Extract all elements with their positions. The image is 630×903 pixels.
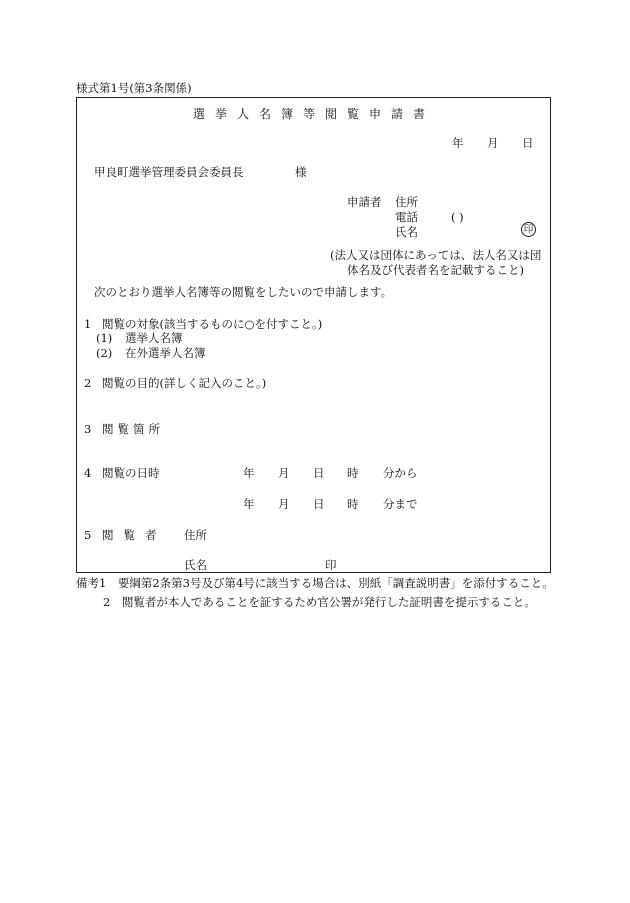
section-5-number: 5 — [84, 528, 92, 542]
addressee-name: 甲良町選挙管理委員会委員長 — [94, 165, 244, 179]
viewer-name-label: 氏名 — [184, 558, 207, 572]
section-4-number: 4 — [84, 466, 92, 480]
date-month-label: 月 — [487, 136, 499, 150]
option-1-number: (1) — [96, 331, 113, 345]
applicant-note-line1: (法人又は団体にあっては、法人名又は団 — [330, 248, 542, 262]
addressee-honorific: 様 — [295, 165, 307, 179]
applicant-phone-label: 電話 — [395, 210, 418, 224]
to-hour-label: 時 — [347, 497, 359, 511]
remark-1: 備考1 要綱第2条第3号及び第4号に該当する場合は、別紙「調査説明書」を添付すること。 — [76, 576, 554, 590]
section-2-label: 閲覧の目的(詳しく記入のこと。) — [102, 376, 267, 390]
intro-text: 次のとおり選挙人名簿等の閲覧をしたいので申請します。 — [94, 285, 393, 299]
to-year-label: 年 — [243, 497, 255, 511]
section-5-label: 閲覧者 — [102, 528, 167, 542]
option-1-label: 選挙人名簿 — [125, 331, 183, 345]
from-minute-label: 分から — [383, 466, 418, 480]
date-day-label: 日 — [522, 136, 534, 150]
applicant-note-line2: 体名及び代表者名を記載すること) — [347, 263, 524, 277]
from-month-label: 月 — [278, 466, 290, 480]
viewer-seal-label: 印 — [325, 558, 337, 572]
to-month-label: 月 — [278, 497, 290, 511]
option-2-label: 在外選挙人名簿 — [125, 346, 206, 360]
applicant-seal: 印 — [521, 222, 536, 237]
section-1-number: 1 — [84, 317, 92, 331]
form-number-label: 様式第1号(第3条関係) — [76, 81, 192, 95]
section-3-label: 閲覧箇所 — [102, 422, 164, 436]
viewer-address-label: 住所 — [184, 528, 207, 542]
section-1-label: 閲覧の対象(該当するものに○を付すこと。) — [102, 317, 323, 331]
date-year-label: 年 — [452, 136, 464, 150]
from-hour-label: 時 — [347, 466, 359, 480]
to-day-label: 日 — [313, 497, 325, 511]
to-minute-label: 分まで — [383, 497, 418, 511]
applicant-address-label: 住所 — [395, 195, 418, 209]
form-title: 選挙人名簿等閲覧申請書 — [193, 107, 436, 121]
from-day-label: 日 — [313, 466, 325, 480]
section-3-number: 3 — [84, 422, 92, 436]
applicant-label: 申請者 — [347, 195, 382, 209]
applicant-phone-paren: ( ) — [451, 210, 464, 224]
section-2-number: 2 — [84, 376, 92, 390]
option-2-number: (2) — [96, 346, 113, 360]
applicant-name-label: 氏名 — [395, 225, 418, 239]
remark-2: 2 閲覧者が本人であることを証するため官公署が発行した証明書を提示すること。 — [103, 595, 536, 609]
from-year-label: 年 — [243, 466, 255, 480]
section-4-label: 閲覧の日時 — [102, 466, 160, 480]
